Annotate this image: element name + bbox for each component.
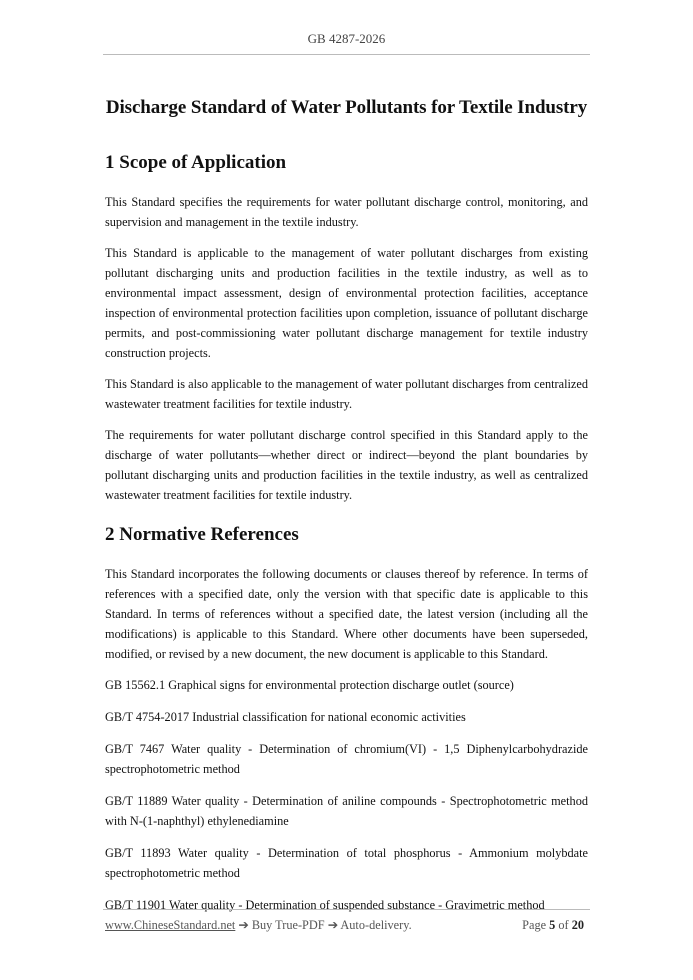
of-label: of (558, 918, 569, 932)
page-indicator (522, 918, 584, 933)
reference-item: GB/T 11893 Water quality - Determination of total phosphorus - Ammonium molybdate spectrophotometric method (105, 846, 588, 880)
footer-divider (103, 909, 590, 910)
total-pages: 20 (571, 918, 584, 932)
reference-item: GB 15562.1 Graphical signs for environmental protection discharge outlet (source) (105, 678, 514, 692)
section-2-intro: This Standard incorporates the following documents or clauses thereof by reference. In terms of references with a specified date, only the version with that specific date is applicable to this Standard. In terms of references without a specified date, the latest version (including all the modifications) is applicable to this Standard. Where other documents have been superseded, modified, or revised by a new document, the new document is applicable to this Standard. (105, 567, 588, 661)
auto-delivery-text: Auto-delivery. (340, 918, 412, 932)
running-header: GB 4287-2026 (307, 31, 386, 46)
section-1-heading: 1 Scope of Application (105, 152, 287, 173)
section-2-heading: 2 Normative References (105, 524, 299, 545)
buy-pdf-text: Buy True-PDF (251, 918, 325, 932)
reference-item: GB/T 11901 Water quality - Determination of suspended substance - Gravimetric method (105, 898, 545, 912)
page-body (105, 97, 588, 927)
section-1-paragraph: This Standard is also applicable to the management of water pollutant discharges from centralized wastewater treatment facilities for textile industry. (105, 377, 588, 411)
section-1-paragraph: This Standard specifies the requirements for water pollutant discharge control, monitoring, and supervision and management in the textile industry. (105, 195, 588, 229)
document-title: Discharge Standard of Water Pollutants for Textile Industry (105, 97, 588, 118)
section-1-paragraph: This Standard is applicable to the management of water pollutant discharges from existing pollutant discharging units and production facilities in the textile industry, as well as to environmental impact assessment, design of environmental protection facilities, acceptance inspection of environmental protection facilities upon completion, issuance of pollutant discharge permits, and post-commissioning water pollutant discharge management for textile industry construction projects. (105, 246, 588, 360)
page-number: 5 (549, 918, 556, 932)
footer-links (105, 918, 412, 933)
reference-item: GB/T 4754-2017 Industrial classification for national economic activities (105, 710, 466, 724)
arrow-right-icon: ➔ (327, 918, 338, 932)
reference-item: GB/T 7467 Water quality - Determination of chromium(VI) - 1,5 Diphenylcarbohydrazide spectrophotometric method (105, 742, 588, 776)
reference-list (105, 675, 588, 915)
section-1-paragraph: The requirements for water pollutant discharge control specified in this Standard apply to the discharge of water pollutants—whether direct or indirect—beyond the plant boundaries by pollutant discharging units and production facilities in the textile industry, as well as centralized wastewater treatment facilities for textile industry. (105, 428, 588, 502)
reference-item: GB/T 11889 Water quality - Determination of aniline compounds - Spectrophotometric method with N-(1-naphthyl) ethylenediamine (105, 794, 588, 828)
header-divider (103, 54, 590, 55)
site-link[interactable]: www.ChineseStandard.net (105, 918, 236, 932)
page-label: Page (522, 918, 547, 932)
arrow-right-icon: ➔ (238, 918, 249, 932)
